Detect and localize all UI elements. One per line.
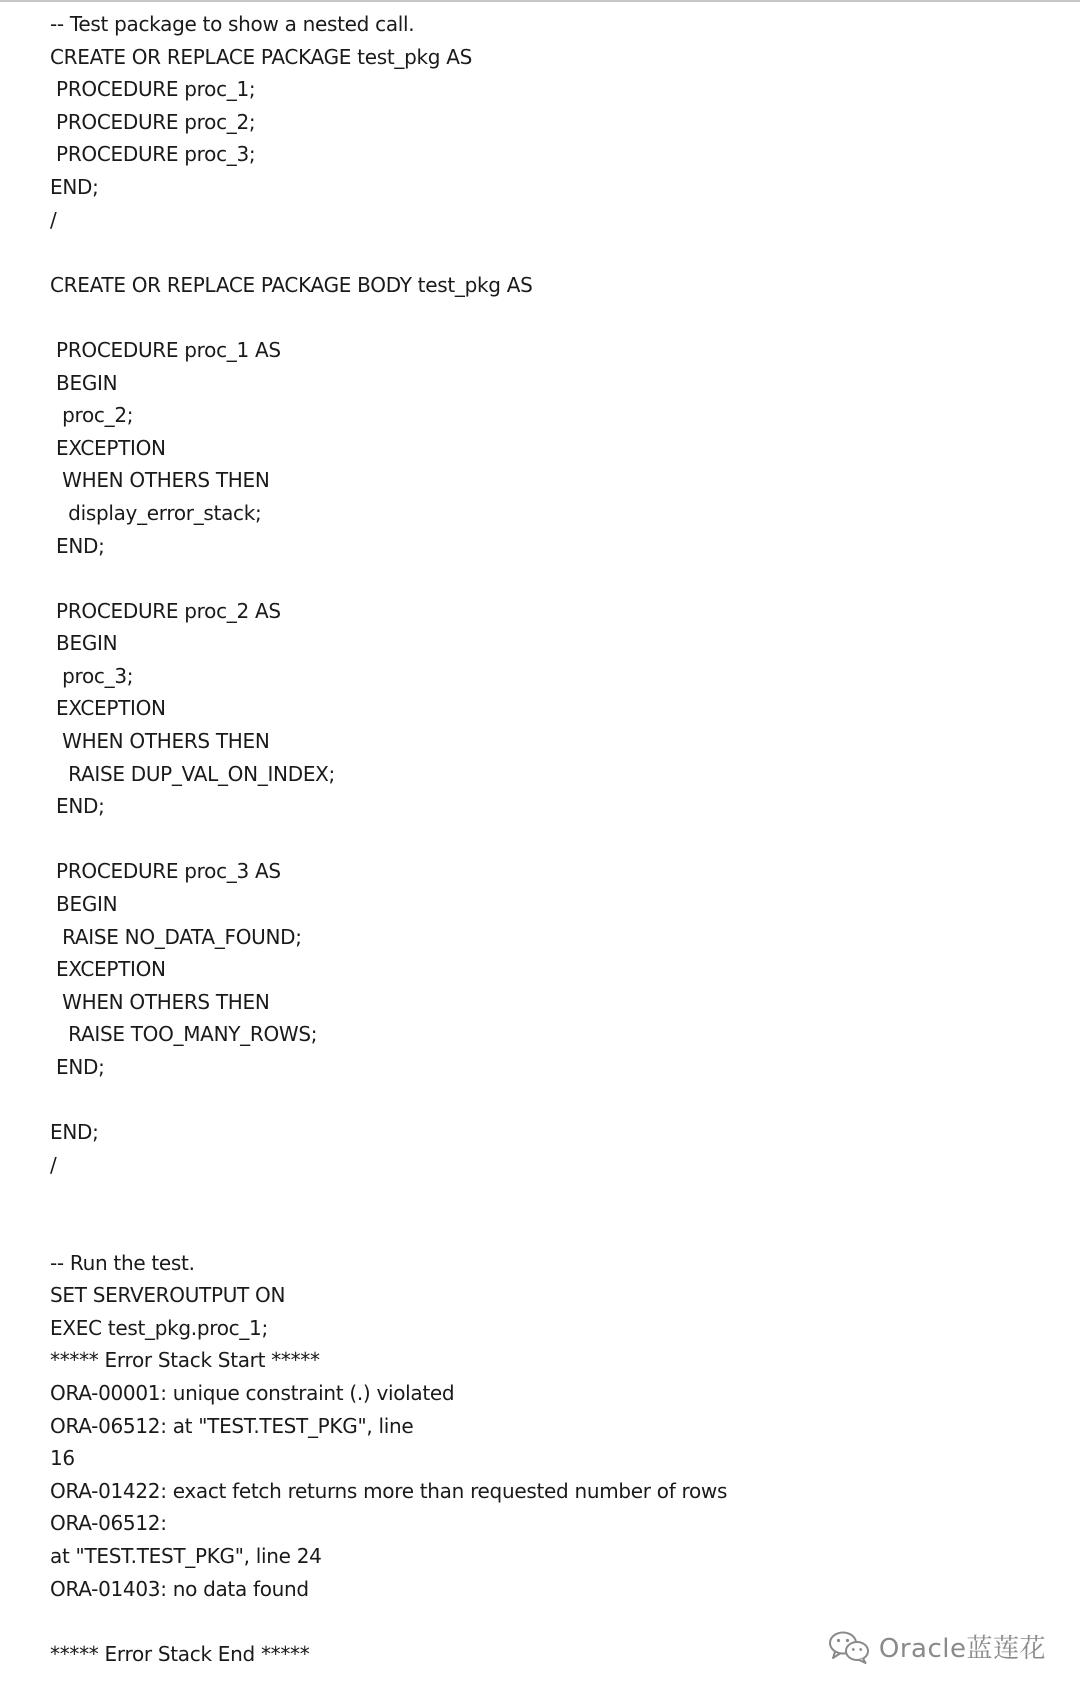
code-line: WHEN OTHERS THEN <box>50 468 270 493</box>
code-line <box>50 823 1050 856</box>
code-line: BEGIN <box>50 892 118 917</box>
code-line <box>50 301 1050 334</box>
code-line: 16 <box>50 1446 75 1471</box>
code-line: END; <box>50 533 105 558</box>
code-line <box>50 1084 1050 1117</box>
code-line: SET SERVEROUTPUT ON <box>50 1283 286 1308</box>
code-line: RAISE TOO_MANY_ROWS; <box>50 1022 318 1047</box>
code-line: WHEN OTHERS THEN <box>50 989 270 1014</box>
code-line: / <box>50 1152 57 1177</box>
code-line: BEGIN <box>50 370 118 395</box>
code-line: / <box>50 207 57 232</box>
code-line: PROCEDURE proc_3; <box>50 142 256 167</box>
code-line: PROCEDURE proc_1 AS <box>50 337 281 362</box>
code-line <box>50 562 1050 595</box>
code-line: END; <box>50 794 105 819</box>
code-line: -- Run the test. <box>50 1250 195 1275</box>
code-line: EXCEPTION <box>50 696 166 721</box>
code-line: ORA-01422: exact fetch returns more than requested number of rows <box>50 1478 728 1503</box>
code-line: RAISE NO_DATA_FOUND; <box>50 924 302 949</box>
code-line: at "TEST.TEST_PKG", line 24 <box>50 1543 322 1568</box>
code-line: proc_2; <box>50 403 134 428</box>
code-line <box>50 236 1050 269</box>
code-line: EXCEPTION <box>50 957 166 982</box>
code-line: -- Test package to show a nested call. <box>50 12 415 36</box>
code-line: ***** Error Stack End ***** <box>50 1641 310 1666</box>
code-line: display_error_stack; <box>50 500 262 525</box>
code-line: ORA-06512: at "TEST.TEST_PKG", line <box>50 1413 414 1438</box>
code-line: END; <box>50 1055 105 1079</box>
code-line: ORA-00001: unique constraint (.) violated <box>50 1380 455 1405</box>
code-line: ORA-01403: no data found <box>50 1576 309 1601</box>
code-line: ORA-06512: <box>50 1511 167 1536</box>
code-line: CREATE OR REPLACE PACKAGE test_pkg AS <box>50 44 472 69</box>
watermark <box>827 1628 1046 1665</box>
top-divider <box>0 0 1080 2</box>
code-listing <box>50 8 1050 1670</box>
code-line: CREATE OR REPLACE PACKAGE BODY test_pkg AS <box>50 272 533 297</box>
code-line: EXCEPTION <box>50 435 166 460</box>
code-line: END; <box>50 174 99 199</box>
watermark-text: Oracle蓝莲花 <box>878 1634 1046 1664</box>
code-line: ***** Error Stack Start ***** <box>50 1348 320 1373</box>
code-line <box>50 1214 1050 1247</box>
code-line: BEGIN <box>50 631 118 656</box>
code-line: PROCEDURE proc_2; <box>50 109 256 134</box>
code-line: PROCEDURE proc_2 AS <box>50 598 281 623</box>
code-line: EXEC test_pkg.proc_1; <box>50 1315 268 1340</box>
code-line: RAISE DUP_VAL_ON_INDEX; <box>50 761 335 786</box>
wechat-icon <box>827 1629 871 1665</box>
code-line: END; <box>50 1120 99 1145</box>
code-line: PROCEDURE proc_3 AS <box>50 859 281 884</box>
code-line: proc_3; <box>50 663 134 688</box>
code-line <box>50 1181 1050 1214</box>
code-line: PROCEDURE proc_1; <box>50 77 256 102</box>
code-line: WHEN OTHERS THEN <box>50 729 270 754</box>
